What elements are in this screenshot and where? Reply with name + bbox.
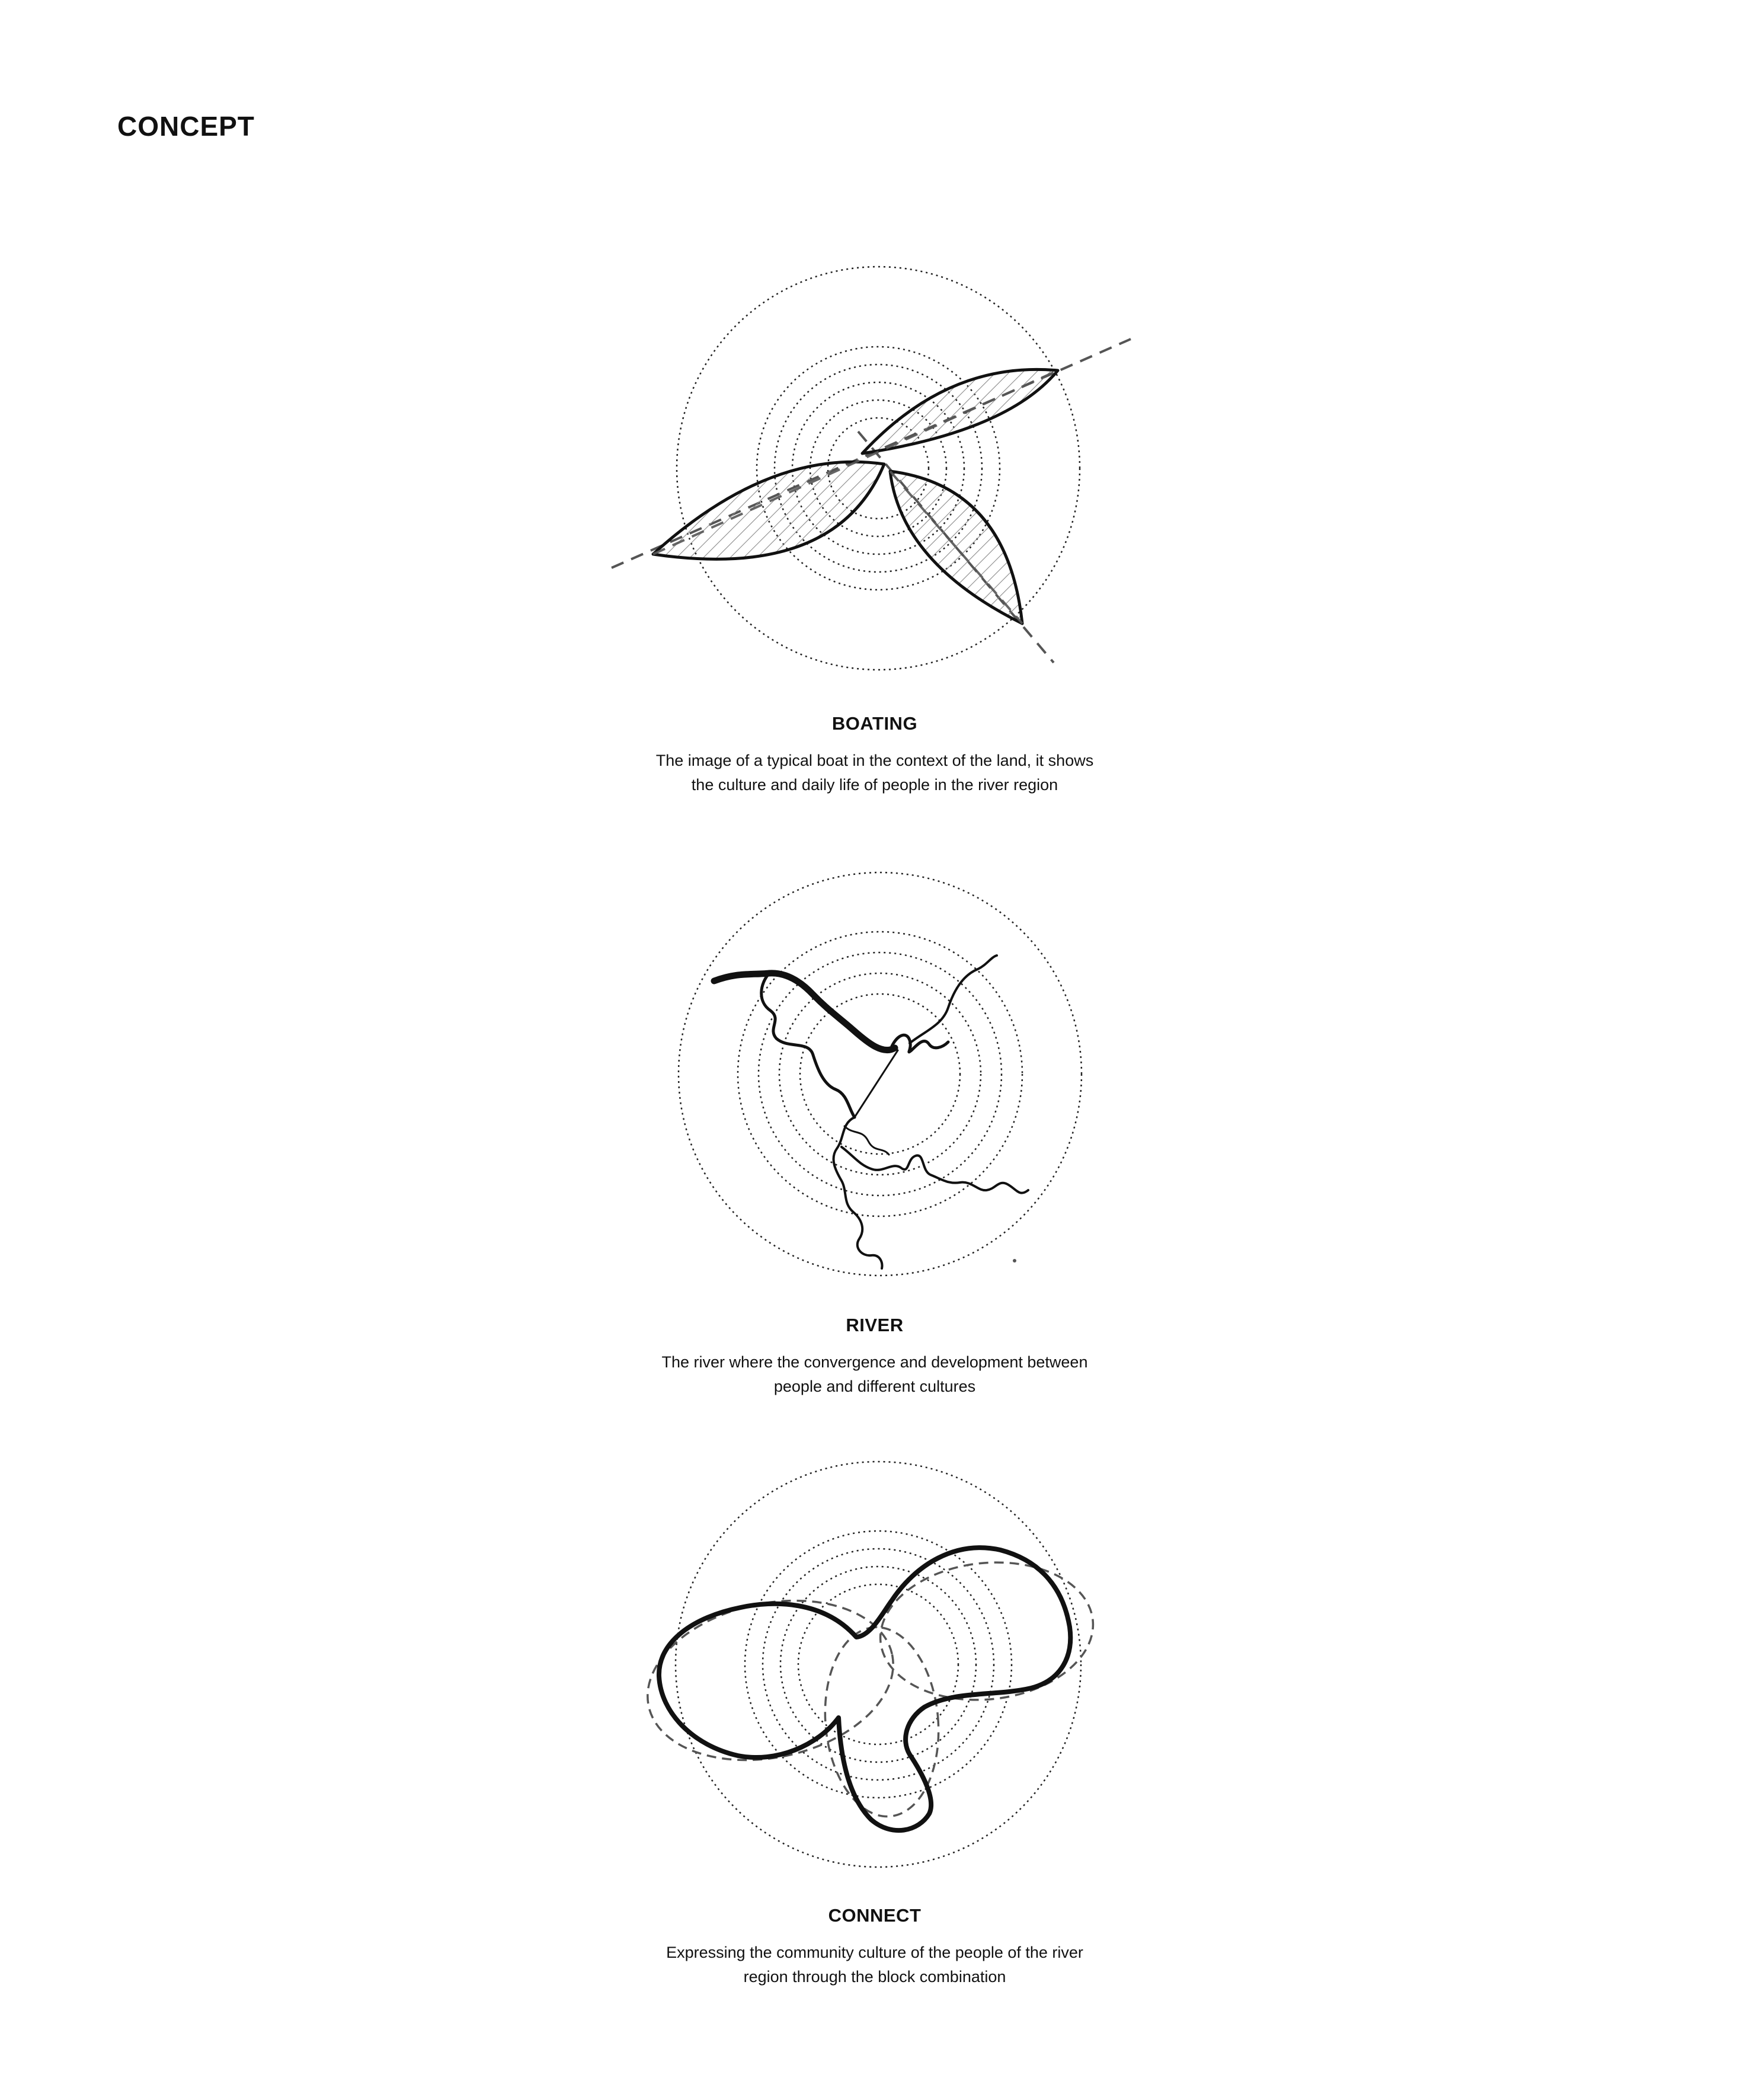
river-southeast-branch [842,1147,1028,1193]
river-title: RIVER [846,1315,904,1335]
boating-axes [612,339,1131,663]
connect-ring-outer [676,1462,1081,1867]
connect-ring-1 [745,1531,1012,1798]
river-diagram [679,872,1082,1276]
connect-description-line-1: Expressing the community culture of the people of the river [666,1944,1083,1961]
river-description [578,1350,1171,1399]
connect-description [578,1941,1171,1989]
boat-left [653,462,884,559]
river-ring-2 [759,952,1002,1196]
river-loops-junction [892,1035,948,1052]
river-main-channel [714,973,895,1050]
connect-rings [676,1462,1081,1867]
river-rings [679,872,1082,1276]
river-description-line-1: The river where the convergence and development between [661,1353,1088,1371]
river-connector [855,1050,898,1117]
river-course [714,955,1028,1268]
boating-description-line-1: The image of a typical boat in the context of the land, it shows [655,752,1094,769]
connect-loop-right [874,1552,1100,1710]
page-title: CONCEPT [117,111,255,142]
connect-ring-3 [780,1567,976,1762]
connect-caption [578,1905,1171,1989]
river-ring-outer [679,872,1082,1276]
connect-ring-4 [798,1584,958,1744]
river-tributary-northeast [910,955,997,1043]
connect-block-outline [659,1548,1070,1830]
connect-ring-2 [763,1549,994,1780]
boating-description-line-2: the culture and daily life of people in the river region [691,776,1058,794]
connect-diagram [633,1462,1100,1867]
river-dot-marker [1013,1259,1016,1262]
river-inner-bend [844,1126,889,1155]
river-south-branch [834,1117,882,1268]
river-caption [578,1315,1171,1399]
river-ring-4 [800,994,960,1154]
river-description-line-2: people and different cultures [773,1377,976,1395]
river-west-branch [762,973,855,1117]
boat-top [862,369,1058,453]
connect-description-line-2: region through the block combination [743,1968,1006,1986]
connect-title: CONNECT [828,1905,922,1926]
connect-loop-left [633,1579,908,1782]
boating-caption [578,713,1171,797]
boating-description [578,749,1171,797]
boating-title: BOATING [831,713,918,734]
boating-diagram [612,267,1131,670]
